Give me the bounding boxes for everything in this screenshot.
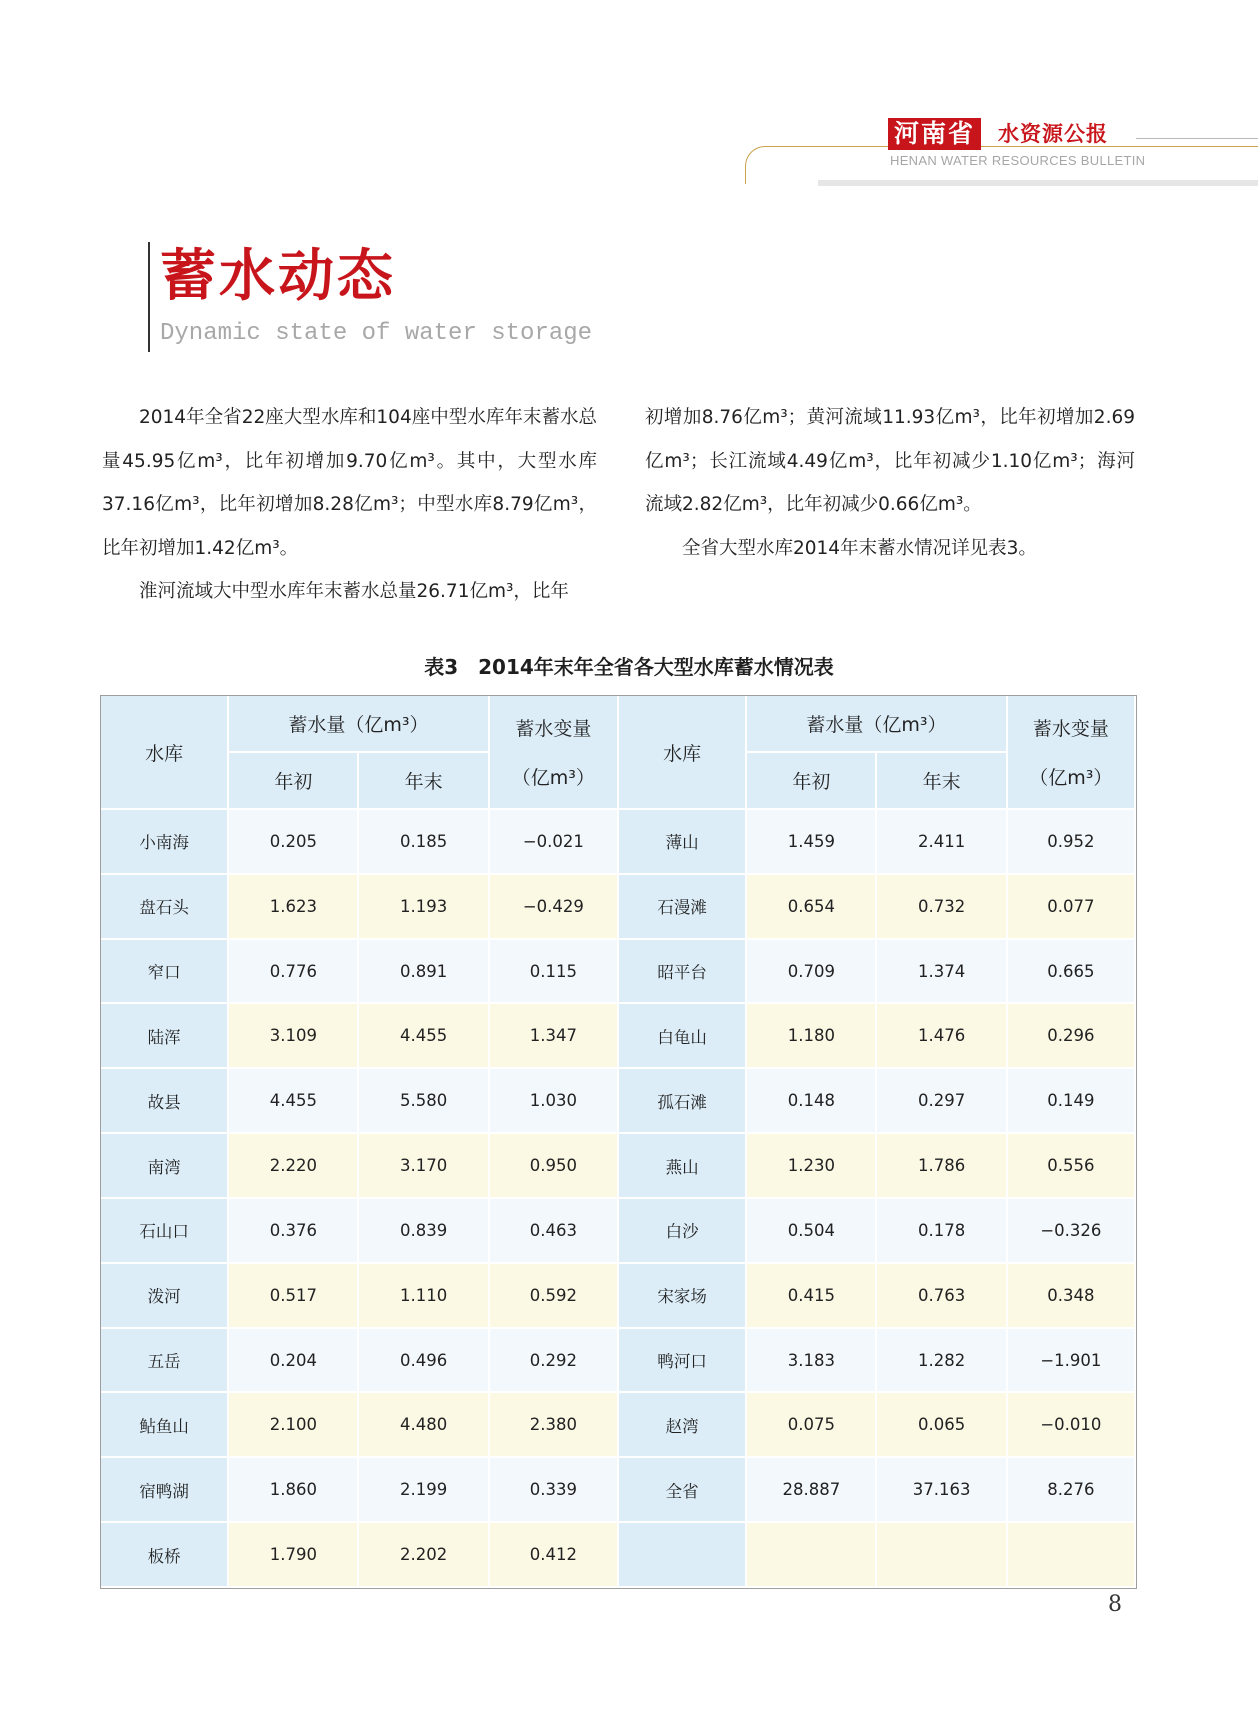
header-gray-bar xyxy=(818,180,1258,186)
header-reservoir: 水库 xyxy=(101,696,229,810)
start-storage-cell: 2.100 xyxy=(229,1393,359,1458)
change-cell: 0.296 xyxy=(1008,1004,1136,1069)
start-storage-cell: 3.109 xyxy=(229,1004,359,1069)
end-storage-cell: 2.199 xyxy=(359,1458,489,1523)
table-row xyxy=(101,1329,1136,1394)
reservoir-name-cell: 赵湾 xyxy=(619,1393,747,1458)
reservoir-table xyxy=(100,695,1137,1589)
end-storage-cell: 0.065 xyxy=(877,1393,1007,1458)
title-vertical-rule xyxy=(148,242,150,352)
end-storage-cell xyxy=(877,1523,1007,1588)
table-row xyxy=(101,1199,1136,1264)
end-storage-cell: 1.282 xyxy=(877,1329,1007,1394)
header-start: 年初 xyxy=(229,753,359,810)
reservoir-name-cell: 白沙 xyxy=(619,1199,747,1264)
end-storage-cell: 0.763 xyxy=(877,1264,1007,1329)
header-change xyxy=(1008,696,1136,810)
change-cell: 0.412 xyxy=(490,1523,619,1588)
reservoir-name-cell: 板桥 xyxy=(101,1523,229,1588)
header-end: 年末 xyxy=(877,753,1007,810)
end-storage-cell: 0.732 xyxy=(877,875,1007,940)
body-right-column xyxy=(645,396,1135,570)
header-change-line2: （亿m³） xyxy=(1029,767,1113,789)
paragraph: 全省大型水库2014年末蓄水情况详见表3。 xyxy=(682,537,1037,559)
change-cell xyxy=(1008,1523,1136,1588)
table-caption: 表3 2014年末年全省各大型水库蓄水情况表 xyxy=(424,655,834,679)
reservoir-name-cell: 泼河 xyxy=(101,1264,229,1329)
start-storage-cell: 0.148 xyxy=(747,1069,877,1134)
header-start: 年初 xyxy=(747,753,877,810)
start-storage-cell: 2.220 xyxy=(229,1134,359,1199)
change-cell: 2.380 xyxy=(490,1393,619,1458)
header-reservoir: 水库 xyxy=(619,696,747,810)
end-storage-cell: 1.476 xyxy=(877,1004,1007,1069)
end-storage-cell: 2.202 xyxy=(359,1523,489,1588)
change-cell: 0.556 xyxy=(1008,1134,1136,1199)
change-cell: 0.292 xyxy=(490,1329,619,1394)
change-cell: −1.901 xyxy=(1008,1329,1136,1394)
header-subtitle: 水资源公报 xyxy=(998,121,1108,146)
page-number: 8 xyxy=(1108,1592,1122,1617)
header-end: 年末 xyxy=(359,753,489,810)
change-cell: 0.592 xyxy=(490,1264,619,1329)
change-cell: 1.030 xyxy=(490,1069,619,1134)
header-storage: 蓄水量（亿m³） xyxy=(229,696,490,753)
reservoir-name-cell: 燕山 xyxy=(619,1134,747,1199)
start-storage-cell: 0.776 xyxy=(229,940,359,1005)
change-cell: 0.952 xyxy=(1008,810,1136,875)
start-storage-cell: 0.654 xyxy=(747,875,877,940)
paragraph: 淮河流域大中型水库年末蓄水总量26.71亿m³，比年 xyxy=(139,581,569,602)
reservoir-name-cell: 故县 xyxy=(101,1069,229,1134)
start-storage-cell: 0.205 xyxy=(229,810,359,875)
change-cell: 0.463 xyxy=(490,1199,619,1264)
reservoir-name-cell: 五岳 xyxy=(101,1329,229,1394)
reservoir-name-cell: 全省 xyxy=(619,1458,747,1523)
start-storage-cell: 4.455 xyxy=(229,1069,359,1134)
end-storage-cell: 0.496 xyxy=(359,1329,489,1394)
end-storage-cell: 37.163 xyxy=(877,1458,1007,1523)
section-title: 蓄水动态 xyxy=(160,243,396,309)
table-row xyxy=(101,810,1136,875)
start-storage-cell: 0.517 xyxy=(229,1264,359,1329)
start-storage-cell: 0.376 xyxy=(229,1199,359,1264)
table-row xyxy=(101,1004,1136,1069)
reservoir-name-cell: 白龟山 xyxy=(619,1004,747,1069)
start-storage-cell: 1.230 xyxy=(747,1134,877,1199)
paragraph: 2014年全省22座大型水库和104座中型水库年末蓄水总量45.95亿m³，比年初增加9.70亿m³。其中，大型水库37.16亿m³，比年初增加8.28亿m³；中型水库8.79亿m³，比年初增加1.42亿m³。 xyxy=(102,407,597,559)
reservoir-name-cell: 盘石头 xyxy=(101,875,229,940)
end-storage-cell: 2.411 xyxy=(877,810,1007,875)
table-row xyxy=(101,1523,1136,1588)
start-storage-cell: 0.709 xyxy=(747,940,877,1005)
change-cell: 0.077 xyxy=(1008,875,1136,940)
start-storage-cell: 1.860 xyxy=(229,1458,359,1523)
end-storage-cell: 1.374 xyxy=(877,940,1007,1005)
header-change-line1: 蓄水变量 xyxy=(515,718,592,740)
change-cell: 8.276 xyxy=(1008,1458,1136,1523)
reservoir-name-cell: 宋家场 xyxy=(619,1264,747,1329)
reservoir-name-cell: 小南海 xyxy=(101,810,229,875)
paragraph: 初增加8.76亿m³；黄河流域11.93亿m³，比年初增加2.69亿m³；长江流域4.49亿m³，比年初减少1.10亿m³；海河流域2.82亿m³，比年初减少0.66亿m³。 xyxy=(645,407,1135,515)
table-row xyxy=(101,875,1136,940)
table-row xyxy=(101,940,1136,1005)
reservoir-name-cell xyxy=(619,1523,747,1588)
table-row xyxy=(101,1134,1136,1199)
change-cell: −0.010 xyxy=(1008,1393,1136,1458)
reservoir-name-cell: 石山口 xyxy=(101,1199,229,1264)
change-cell: 0.950 xyxy=(490,1134,619,1199)
start-storage-cell: 3.183 xyxy=(747,1329,877,1394)
change-cell: 0.115 xyxy=(490,940,619,1005)
reservoir-name-cell: 孤石滩 xyxy=(619,1069,747,1134)
end-storage-cell: 0.185 xyxy=(359,810,489,875)
start-storage-cell: 0.204 xyxy=(229,1329,359,1394)
reservoir-name-cell: 鲇鱼山 xyxy=(101,1393,229,1458)
start-storage-cell: 0.075 xyxy=(747,1393,877,1458)
end-storage-cell: 1.110 xyxy=(359,1264,489,1329)
end-storage-cell: 4.455 xyxy=(359,1004,489,1069)
start-storage-cell xyxy=(747,1523,877,1588)
start-storage-cell: 1.180 xyxy=(747,1004,877,1069)
table-row xyxy=(101,1458,1136,1523)
start-storage-cell: 1.459 xyxy=(747,810,877,875)
end-storage-cell: 1.193 xyxy=(359,875,489,940)
change-cell: −0.021 xyxy=(490,810,619,875)
change-cell: 0.149 xyxy=(1008,1069,1136,1134)
change-cell: −0.429 xyxy=(490,875,619,940)
start-storage-cell: 1.623 xyxy=(229,875,359,940)
end-storage-cell: 4.480 xyxy=(359,1393,489,1458)
body-left-column xyxy=(102,396,597,614)
header-change-line2: （亿m³） xyxy=(511,767,595,789)
header-change xyxy=(490,696,619,810)
header-brand: 河南省 xyxy=(888,118,981,150)
change-cell: 1.347 xyxy=(490,1004,619,1069)
reservoir-name-cell: 窄口 xyxy=(101,940,229,1005)
end-storage-cell: 3.170 xyxy=(359,1134,489,1199)
reservoir-name-cell: 宿鸭湖 xyxy=(101,1458,229,1523)
end-storage-cell: 1.786 xyxy=(877,1134,1007,1199)
start-storage-cell: 1.790 xyxy=(229,1523,359,1588)
end-storage-cell: 0.891 xyxy=(359,940,489,1005)
change-cell: 0.665 xyxy=(1008,940,1136,1005)
table-row xyxy=(101,1069,1136,1134)
header-change-line1: 蓄水变量 xyxy=(1032,718,1109,740)
end-storage-cell: 0.178 xyxy=(877,1199,1007,1264)
reservoir-name-cell: 昭平台 xyxy=(619,940,747,1005)
reservoir-name-cell: 薄山 xyxy=(619,810,747,875)
reservoir-name-cell: 鸭河口 xyxy=(619,1329,747,1394)
change-cell: 0.348 xyxy=(1008,1264,1136,1329)
header-storage: 蓄水量（亿m³） xyxy=(747,696,1008,753)
table-row xyxy=(101,1264,1136,1329)
reservoir-name-cell: 南湾 xyxy=(101,1134,229,1199)
table-row xyxy=(101,1393,1136,1458)
start-storage-cell: 28.887 xyxy=(747,1458,877,1523)
start-storage-cell: 0.504 xyxy=(747,1199,877,1264)
change-cell: 0.339 xyxy=(490,1458,619,1523)
end-storage-cell: 5.580 xyxy=(359,1069,489,1134)
header-rule xyxy=(1136,138,1258,139)
change-cell: −0.326 xyxy=(1008,1199,1136,1264)
reservoir-name-cell: 陆浑 xyxy=(101,1004,229,1069)
reservoir-name-cell: 石漫滩 xyxy=(619,875,747,940)
header-english: HENAN WATER RESOURCES BULLETIN xyxy=(890,153,1146,168)
start-storage-cell: 0.415 xyxy=(747,1264,877,1329)
end-storage-cell: 0.839 xyxy=(359,1199,489,1264)
end-storage-cell: 0.297 xyxy=(877,1069,1007,1134)
section-title-english: Dynamic state of water storage xyxy=(160,320,593,347)
